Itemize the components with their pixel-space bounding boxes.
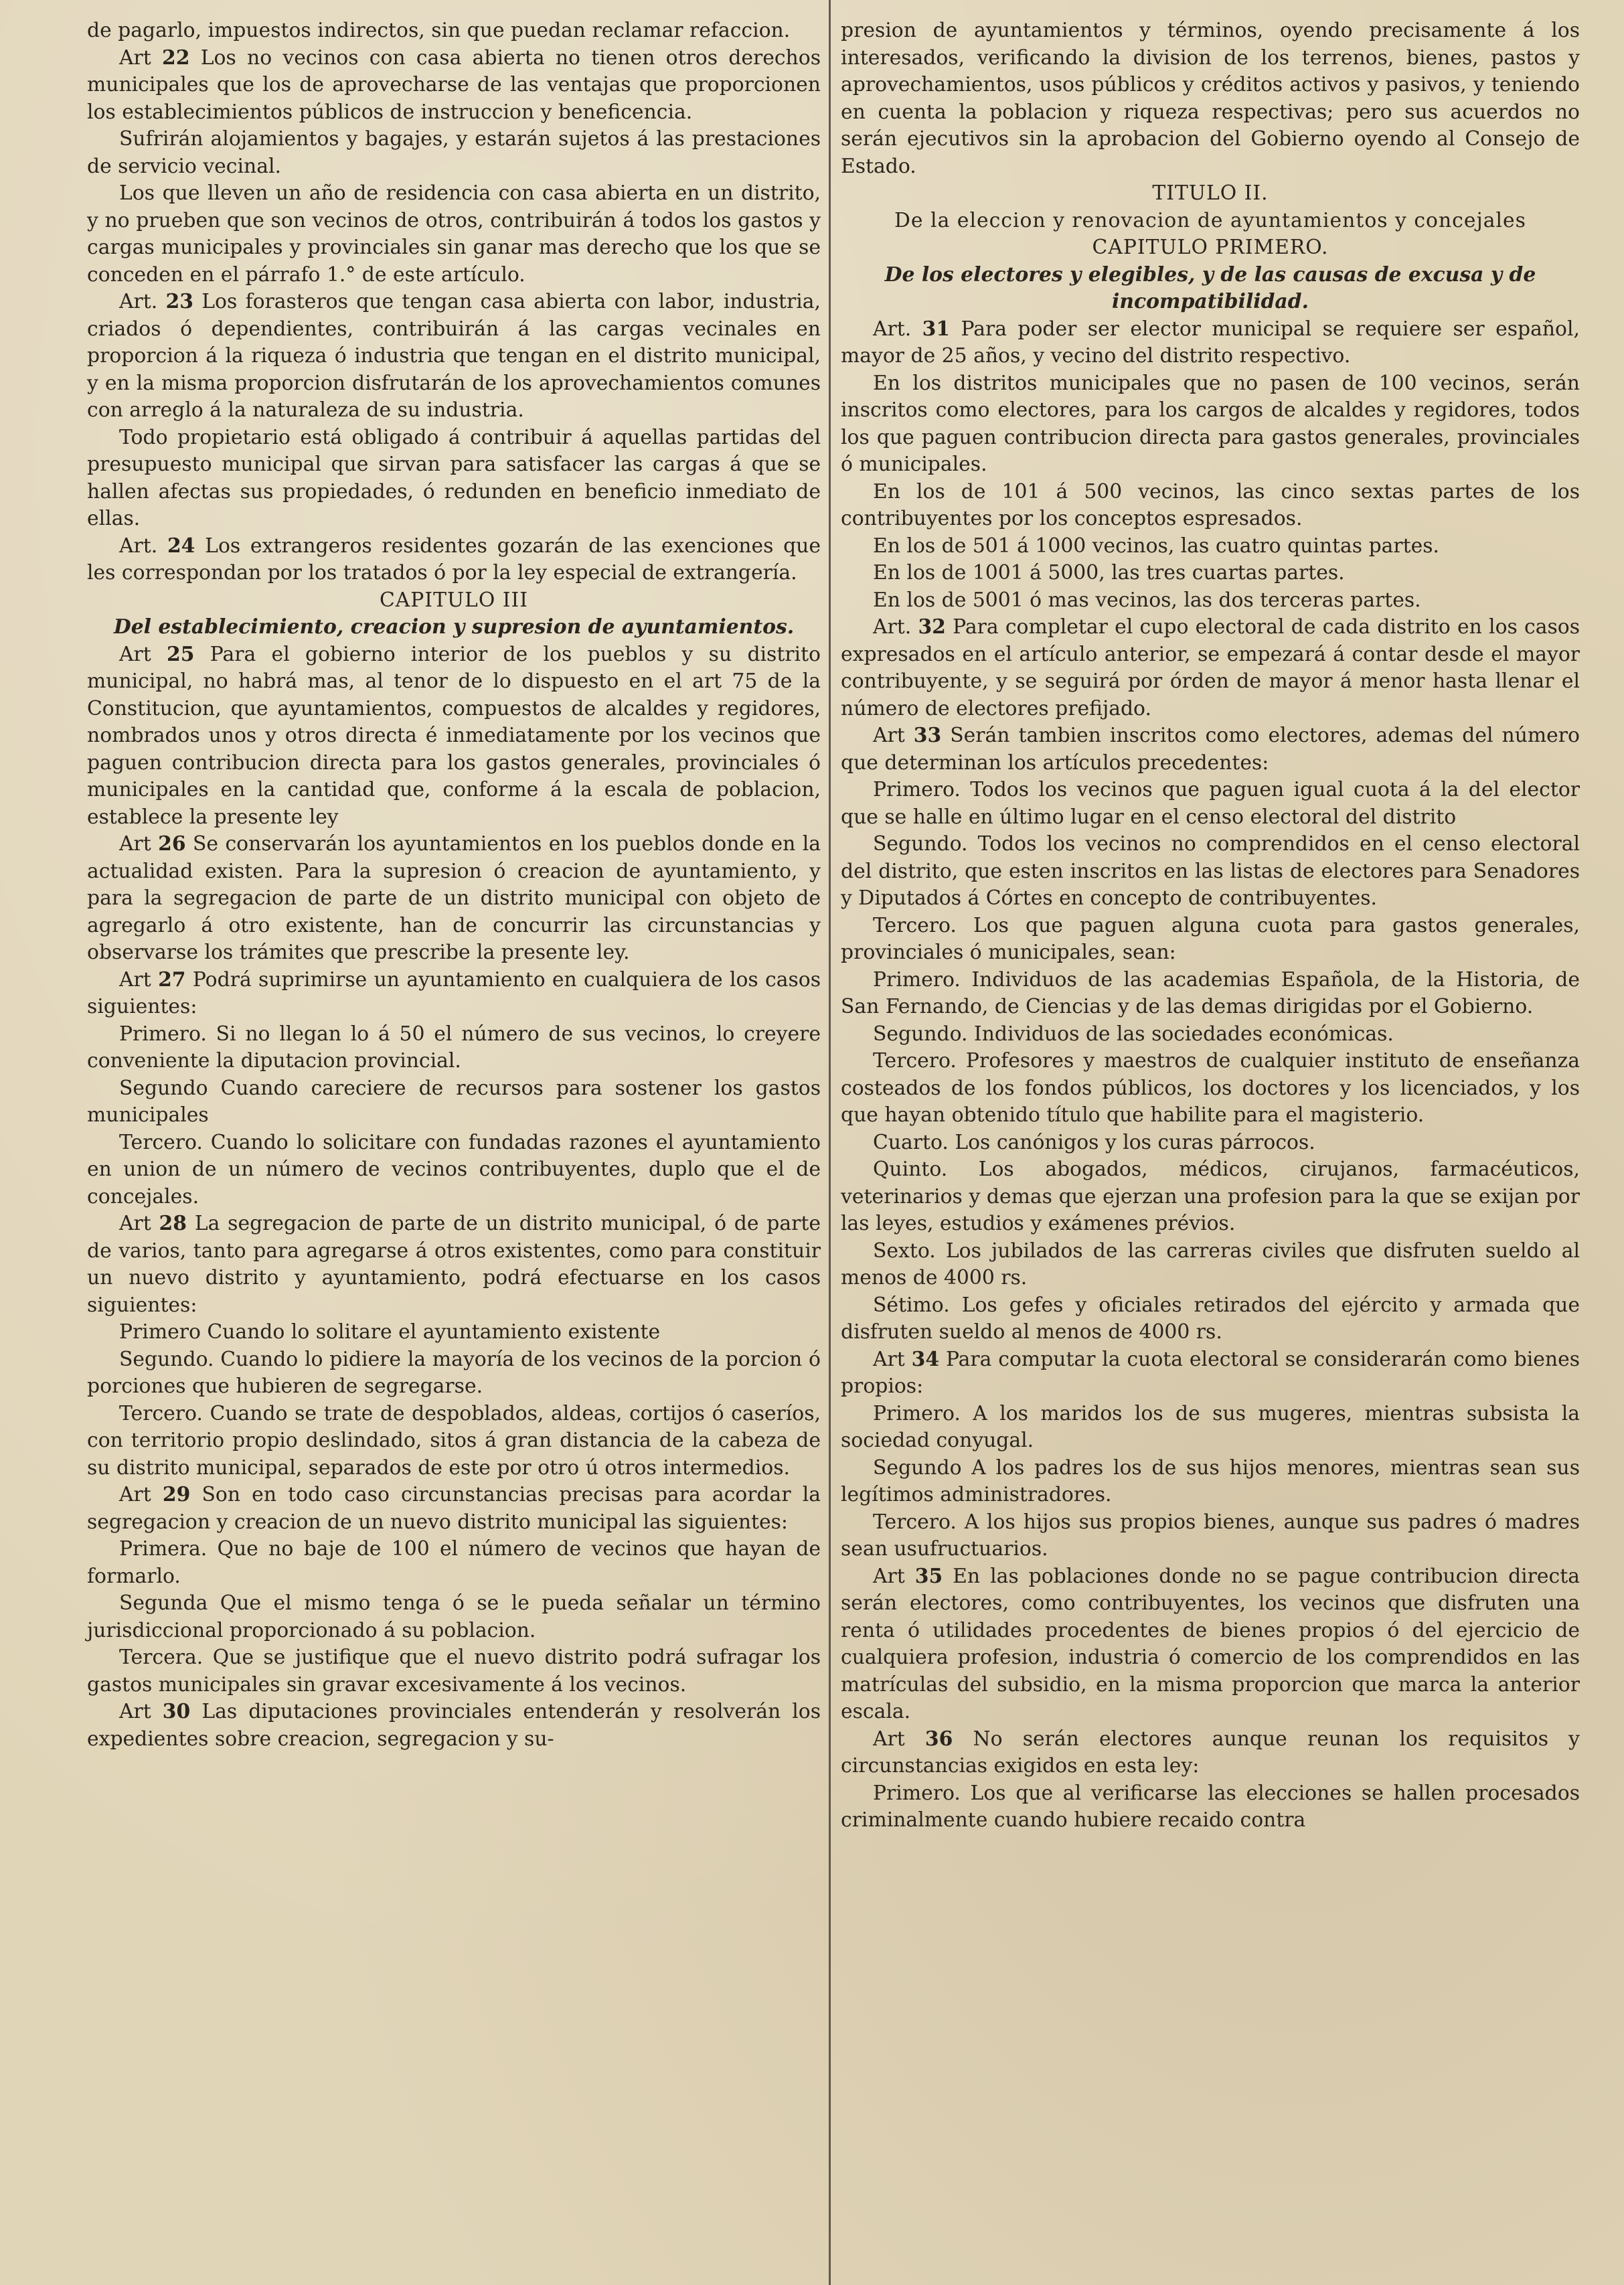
paragraph: Tercero. Profesores y maestros de cualquier instituto de enseñanza costeados de los fondos públicos, los doctores y los licenciados, y los que hayan obtenido título que habilite para el magisterio.: [841, 1049, 1580, 1127]
paragraph: Segundo. Individuos de las sociedades económicas.: [873, 1022, 1394, 1046]
article-text: La segregacion de parte de un distrito municipal, ó de parte de varios, tanto para agregarse á otros existentes, como para constituir un nuevo distrito y ayuntamiento, podrá efectuarse en los casos siguientes:: [87, 1212, 821, 1317]
article-text: Para computar la cuota electoral se considerarán como bienes propios:: [841, 1347, 1580, 1398]
paragraph: Segundo. Cuando lo pidiere la mayoría de los vecinos de la porcion ó porciones que hubieren de segregarse.: [87, 1347, 821, 1398]
article-label: Art: [873, 1347, 912, 1371]
paragraph: Tercero. Cuando lo solicitare con fundadas razones el ayuntamiento en union de un número de vecinos contribuyentes, duplo que el de concejales.: [87, 1130, 821, 1208]
article-text: Los extrangeros residentes gozarán de las exenciones que les correspondan por los tratados ó por la ley especial de extrangería.: [87, 534, 821, 584]
article-label: Art: [119, 832, 159, 856]
article-label: Art.: [873, 615, 918, 639]
section-subheading: Del establecimiento, creacion y supresion de ayuntamientos.: [113, 615, 795, 639]
paragraph: En los de 1001 á 5000, las tres cuartas partes.: [873, 561, 1345, 584]
paragraph: Sufrirán alojamientos y bagajes, y estarán sujetos á las prestaciones de servicio vecinal.: [87, 127, 821, 178]
section-heading: TITULO II.: [1152, 181, 1269, 205]
article-number: 36: [924, 1727, 953, 1751]
article-number: 34: [911, 1347, 940, 1371]
paragraph: Todo propietario está obligado á contribuir á aquellas partidas del presupuesto municipal que sirvan para satisfacer las cargas á que se hallen afectas sus propiedades, ó redunden en beneficio inmediato de ellas.: [87, 425, 821, 530]
column-rule: [829, 0, 831, 2285]
article-text: Para el gobierno interior de los pueblos y su distrito municipal, no habrá mas, al tenor de lo dispuesto en el art 75 de la Constitucion, que ayuntamientos, compuestos de alcaldes y regidores, nombrados unos y otros directa é inmediatamente por los vecinos que paguen contribucion directa para los gastos generales, provinciales ó municipales en la cantidad que, conforme á la escala de poblacion, establece la presente ley: [87, 642, 821, 829]
paragraph: Segundo Cuando careciere de recursos para sostener los gastos municipales: [87, 1076, 821, 1127]
paragraph-continued: presion de ayuntamientos y términos, oyendo precisamente á los interesados, verificando la division de los terrenos, bienes, pastos y aprovechamientos, usos públicos y créditos activos y pasivos, y teniendo en cuenta la poblacion y riqueza respectivas; pero sus acuerdos no serán ejecutivos sin la aprobacion del Gobierno oyendo al Consejo de Estado.: [841, 19, 1580, 178]
section-heading: CAPITULO III: [379, 588, 529, 612]
paragraph: En los de 5001 ó mas vecinos, las dos terceras partes.: [873, 588, 1421, 612]
article-paragraph: [87, 289, 821, 424]
article-text: Son en todo caso circunstancias precisas para acordar la segregacion y creacion de un nuevo distrito municipal las siguientes:: [87, 1483, 821, 1534]
article-text: En las poblaciones donde no se pague contribucion directa serán electores, como contribuyentes, los vecinos que disfruten una renta ó utilidades procedentes de bienes propios ó del ejercicio de cualquiera profesion, industria ó comercio de los comprendidos en las matrículas del subsidio, en la misma proporcion que marca la anterior escala.: [841, 1564, 1580, 1723]
paragraph: Primera. Que no baje de 100 el número de vecinos que hayan de formarlo.: [87, 1537, 821, 1588]
paragraph: Primero. Individuos de las academias Española, de la Historia, de San Fernando, de Ciencias y de las demas dirigidas por el Gobierno.: [841, 967, 1580, 1018]
paragraph: Sexto. Los jubilados de las carreras civiles que disfruten sueldo al menos de 4000 rs.: [841, 1239, 1580, 1289]
article-label: Art: [873, 724, 914, 747]
paragraph: Primero. Los que al verificarse las elecciones se hallen procesados criminalmente cuando hubiere recaido contra: [841, 1781, 1580, 1832]
article-paragraph: [841, 316, 1580, 370]
paragraph: Tercero. A los hijos sus propios bienes, aunque sus padres ó madres sean usufructuarios.: [841, 1510, 1580, 1561]
paragraph: Tercera. Que se justifique que el nuevo distrito podrá sufragar los gastos municipales sin gravar excesivamente á los vecinos.: [87, 1646, 821, 1697]
article-number: 23: [165, 290, 193, 313]
article-paragraph: [841, 1563, 1580, 1726]
paragraph: Cuarto. Los canónigos y los curas párrocos.: [873, 1130, 1315, 1154]
article-label: Art: [873, 1727, 925, 1751]
article-number: 33: [913, 724, 942, 747]
article-paragraph: [841, 614, 1580, 722]
article-number: 31: [922, 317, 951, 341]
article-label: Art: [119, 1483, 163, 1506]
article-text: Los no vecinos con casa abierta no tienen otros derechos municipales que los de aprovecharse de las ventajas que proporcionen los establecimientos públicos de instruccion y beneficencia.: [87, 46, 821, 124]
section-heading: De la eleccion y renovacion de ayuntamientos y concejales: [894, 208, 1526, 232]
article-paragraph: [87, 1482, 821, 1536]
left-column: [87, 17, 821, 2278]
paragraph: En los de 501 á 1000 vecinos, las cuatro quintas partes.: [873, 534, 1440, 558]
article-text: Para completar el cupo electoral de cada distrito en los casos expresados en el artículo anterior, se empezará á contar desde el mayor contribuyente, y se seguirá por órden de mayor á menor hasta llenar el número de electores prefijado.: [841, 615, 1580, 720]
paragraph: Primero. A los maridos los de sus mugeres, mientras subsista la sociedad conyugal.: [841, 1401, 1580, 1452]
article-paragraph: [841, 1726, 1580, 1780]
article-number: 25: [167, 642, 195, 666]
article-label: Art: [119, 642, 167, 666]
article-paragraph: [87, 1210, 821, 1319]
article-paragraph: [87, 967, 821, 1021]
paragraph: Segunda Que el mismo tenga ó se le pueda señalar un término jurisdiccional proporcionado á su poblacion.: [87, 1591, 821, 1642]
paragraph: Primero. Todos los vecinos que paguen igual cuota á la del elector que se halle en último lugar en el censo electoral del distrito: [841, 778, 1580, 829]
article-paragraph: [87, 1699, 821, 1753]
article-text: Para poder ser elector municipal se requiere ser español, mayor de 25 años, y vecino del distrito respectivo.: [841, 317, 1580, 368]
article-number: 28: [159, 1212, 187, 1235]
article-paragraph: [87, 831, 821, 967]
paragraph: Sétimo. Los gefes y oficiales retirados del ejército y armada que disfruten sueldo al menos de 4000 rs.: [841, 1293, 1580, 1344]
article-number: 22: [162, 46, 190, 70]
paragraph: Primero Cuando lo solitare el ayuntamiento existente: [119, 1320, 661, 1344]
paragraph: Los que lleven un año de residencia con casa abierta en un distrito, y no prueben que son vecinos de otros, contribuirán á todos los gastos y cargas municipales y provinciales sin ganar mas derecho que los que se conceden en el párrafo 1.° de este artículo.: [87, 181, 821, 287]
article-paragraph: [87, 45, 821, 127]
paragraph: Primero. Si no llegan lo á 50 el número de sus vecinos, lo creyere conveniente la diputacion provincial.: [87, 1022, 821, 1073]
paragraph: Tercero. Los que paguen alguna cuota para gastos generales, provinciales ó municipales, sean:: [841, 913, 1580, 964]
paragraph: Quinto. Los abogados, médicos, cirujanos, farmacéuticos, veterinarios y demas que ejerzan una profesion para la que se exijan por las leyes, estudios y exámenes prévios.: [841, 1158, 1580, 1235]
article-number: 32: [918, 615, 946, 639]
article-label: Art: [119, 967, 159, 992]
paragraph: Segundo. Todos los vecinos no comprendidos en el censo electoral del distrito, que esten inscritos en las listas de electores para Senadores y Diputados á Córtes en concepto de contribuyentes.: [841, 832, 1580, 910]
article-number: 26: [158, 832, 186, 856]
paragraph: Segundo A los padres los de sus hijos menores, mientras sean sus legítimos administradores.: [841, 1455, 1580, 1506]
article-label: Art: [873, 1564, 915, 1588]
paragraph: Tercero. Cuando se trate de despoblados, aldeas, cortijos ó caseríos, con territorio propio deslindado, sitos á gran distancia de la cabeza de su distrito municipal, separados de este por otro ú otros intermedios.: [87, 1401, 821, 1480]
paragraph-continued: de pagarlo, impuestos indirectos, sin que puedan reclamar refaccion.: [87, 19, 791, 42]
article-label: Art.: [119, 290, 166, 313]
article-number: 29: [162, 1483, 191, 1506]
article-paragraph: [841, 1346, 1580, 1401]
article-label: Art.: [119, 534, 167, 558]
article-paragraph: [87, 533, 821, 587]
article-number: 27: [158, 967, 186, 992]
article-label: Art: [119, 46, 162, 70]
article-paragraph: [841, 722, 1580, 777]
right-column: [841, 17, 1580, 2278]
article-text: Los forasteros que tengan casa abierta con labor, industria, criados ó dependientes, contribuirán á las cargas vecinales en proporcion á la riqueza ó industria que tengan en el distrito municipal, y en la misma proporcion disfrutarán de los aprovechamientos comunes con arreglo á la naturaleza de su industria.: [87, 290, 821, 422]
article-number: 24: [167, 534, 195, 558]
article-paragraph: [87, 641, 821, 832]
article-label: Art: [119, 1212, 159, 1235]
article-label: Art.: [873, 317, 922, 341]
article-text: Podrá suprimirse un ayuntamiento en cualquiera de los casos siguientes:: [87, 967, 821, 1018]
paragraph: En los distritos municipales que no pasen de 100 vecinos, serán inscritos como electores, para los cargos de alcaldes y regidores, todos los que paguen contribucion directa para gastos generales, provinciales ó municipales.: [841, 371, 1580, 476]
article-label: Art: [119, 1700, 163, 1723]
paragraph: En los de 101 á 500 vecinos, las cinco sextas partes de los contribuyentes por los conceptos espresados.: [841, 479, 1580, 530]
article-text: Se conservarán los ayuntamientos en los pueblos donde en la actualidad existen. Para la supresion ó creacion de ayuntamiento, y para la segregacion de parte de un distrito municipal con objeto de agregarlo á otro existente, han de concurrir las circunstancias y observarse los trámites que prescribe la presente ley.: [87, 832, 821, 964]
section-heading: CAPITULO PRIMERO.: [1092, 236, 1329, 259]
article-number: 35: [914, 1564, 943, 1588]
article-text: Serán tambien inscritos como electores, ademas del número que determinan los artículos precedentes:: [841, 724, 1580, 775]
section-subheading: De los electores y elegibles, y de las causas de excusa y de incompatibilidad.: [884, 262, 1536, 313]
article-text: Las diputaciones provinciales entenderán y resolverán los expedientes sobre creacion, segregacion y su-: [87, 1700, 821, 1751]
article-number: 30: [162, 1700, 191, 1723]
article-text: No serán electores aunque reunan los requisitos y circunstancias exigidos en esta ley:: [841, 1727, 1580, 1778]
